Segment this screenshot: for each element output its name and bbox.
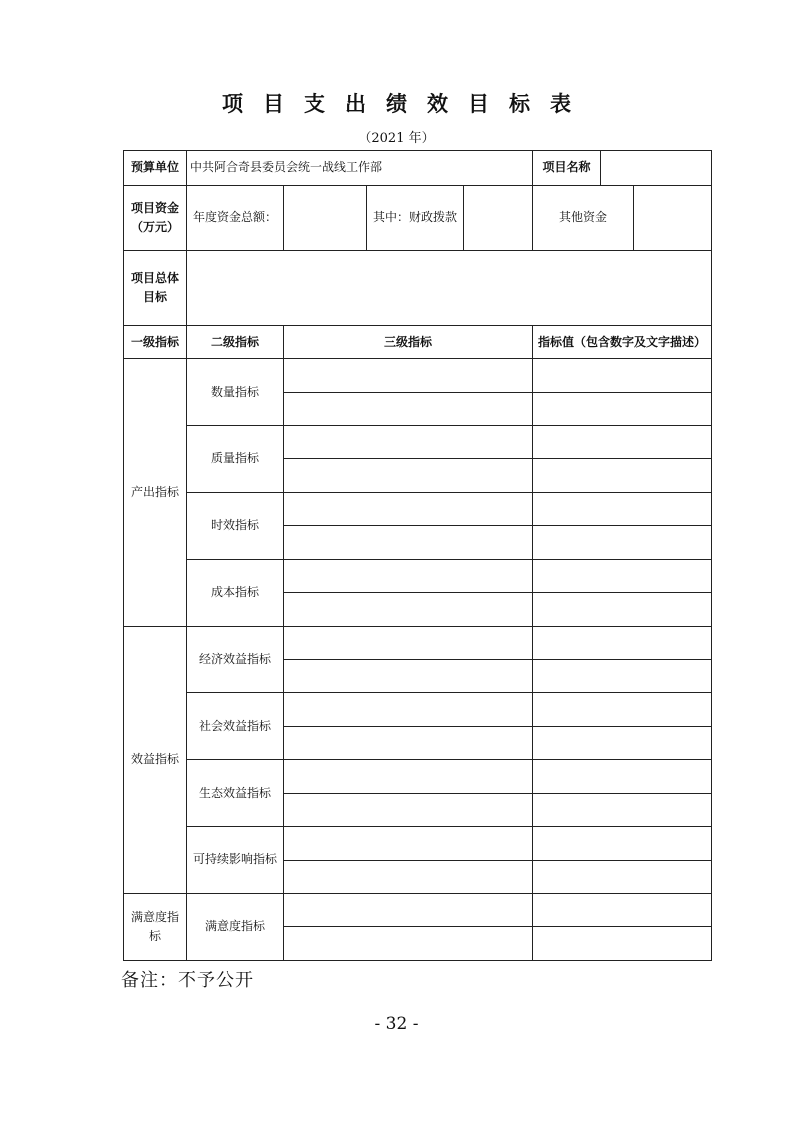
indicator-value-cell (533, 827, 712, 860)
level3-indicator-cell (284, 827, 533, 860)
level3-indicator-cell (284, 392, 533, 425)
level3-indicator-cell (284, 693, 533, 726)
level2-indicator: 经济效益指标 (187, 626, 284, 693)
indicator-value-cell (533, 392, 712, 425)
level2-indicator: 生态效益指标 (187, 760, 284, 827)
level3-indicator-cell (284, 459, 533, 492)
page-number: - 32 - (374, 1014, 419, 1034)
level3-indicator-cell (284, 593, 533, 626)
level3-indicator-cell (284, 927, 533, 961)
performance-target-table (123, 150, 712, 961)
indicator-value-cell (533, 459, 712, 492)
indicator-row (124, 893, 712, 926)
annual-total-label: 年度资金总额： (187, 186, 284, 251)
level1-indicator: 效益指标 (124, 626, 187, 893)
indicator-value-cell (533, 860, 712, 893)
level2-indicator: 质量指标 (187, 426, 284, 493)
overall-goal-label: 项目总体目标 (124, 251, 187, 326)
indicator-value-cell (533, 492, 712, 525)
row-budget-unit (124, 151, 712, 186)
indicator-value-cell (533, 593, 712, 626)
level2-indicator: 满意度指标 (187, 893, 284, 960)
indicator-value-cell (533, 893, 712, 926)
indicator-value-cell (533, 927, 712, 961)
indicator-header-row (124, 326, 712, 359)
header-value: 指标值（包含数字及文字描述） (533, 326, 712, 359)
level2-indicator: 成本指标 (187, 559, 284, 626)
level3-indicator-cell (284, 426, 533, 459)
header-level3: 三级指标 (284, 326, 533, 359)
fiscal-appropriation-value (464, 186, 533, 251)
fiscal-appropriation-label: 其中：财政拨款 (367, 186, 464, 251)
level3-indicator-cell (284, 526, 533, 559)
level2-indicator: 时效指标 (187, 492, 284, 559)
other-funds-label: 其他资金 (533, 186, 634, 251)
indicator-value-cell (533, 660, 712, 693)
overall-goal-value (187, 251, 712, 326)
row-overall-goal (124, 251, 712, 326)
level3-indicator-cell (284, 492, 533, 525)
indicator-row (124, 492, 712, 525)
level3-indicator-cell (284, 760, 533, 793)
indicator-value-cell (533, 426, 712, 459)
indicator-row (124, 626, 712, 659)
annual-total-value (284, 186, 367, 251)
indicator-value-cell (533, 726, 712, 759)
level2-indicator: 可持续影响指标 (187, 827, 284, 894)
year-label: （2021 年） (358, 131, 435, 146)
footnote: 备注：不予公开 (121, 970, 254, 991)
level3-indicator-cell (284, 793, 533, 826)
level3-indicator-cell (284, 893, 533, 926)
indicator-row (124, 426, 712, 459)
level3-indicator-cell (284, 860, 533, 893)
indicator-row (124, 359, 712, 392)
budget-unit-value: 中共阿合奇县委员会统一战线工作部 (187, 151, 533, 186)
level1-indicator: 满意度指标 (124, 893, 187, 960)
other-funds-value (634, 186, 712, 251)
indicator-value-cell (533, 693, 712, 726)
header-level1: 一级指标 (124, 326, 187, 359)
budget-unit-label: 预算单位 (124, 151, 187, 186)
indicator-value-cell (533, 526, 712, 559)
level3-indicator-cell (284, 660, 533, 693)
indicator-row (124, 559, 712, 592)
indicator-value-cell (533, 559, 712, 592)
level2-indicator: 社会效益指标 (187, 693, 284, 760)
level3-indicator-cell (284, 626, 533, 659)
project-name-label: 项目名称 (533, 151, 601, 186)
indicator-row (124, 693, 712, 726)
level3-indicator-cell (284, 726, 533, 759)
level3-indicator-cell (284, 359, 533, 392)
header-level2: 二级指标 (187, 326, 284, 359)
page-title: 项目支出绩效目标表 (222, 91, 591, 116)
indicator-row (124, 827, 712, 860)
level3-indicator-cell (284, 559, 533, 592)
level2-indicator: 数量指标 (187, 359, 284, 426)
project-name-value (601, 151, 712, 186)
row-project-funds (124, 186, 712, 251)
indicator-value-cell (533, 760, 712, 793)
indicator-value-cell (533, 359, 712, 392)
level1-indicator: 产出指标 (124, 359, 187, 626)
project-funds-label: 项目资金（万元） (124, 186, 187, 251)
indicator-value-cell (533, 793, 712, 826)
indicator-value-cell (533, 626, 712, 659)
indicator-row (124, 760, 712, 793)
